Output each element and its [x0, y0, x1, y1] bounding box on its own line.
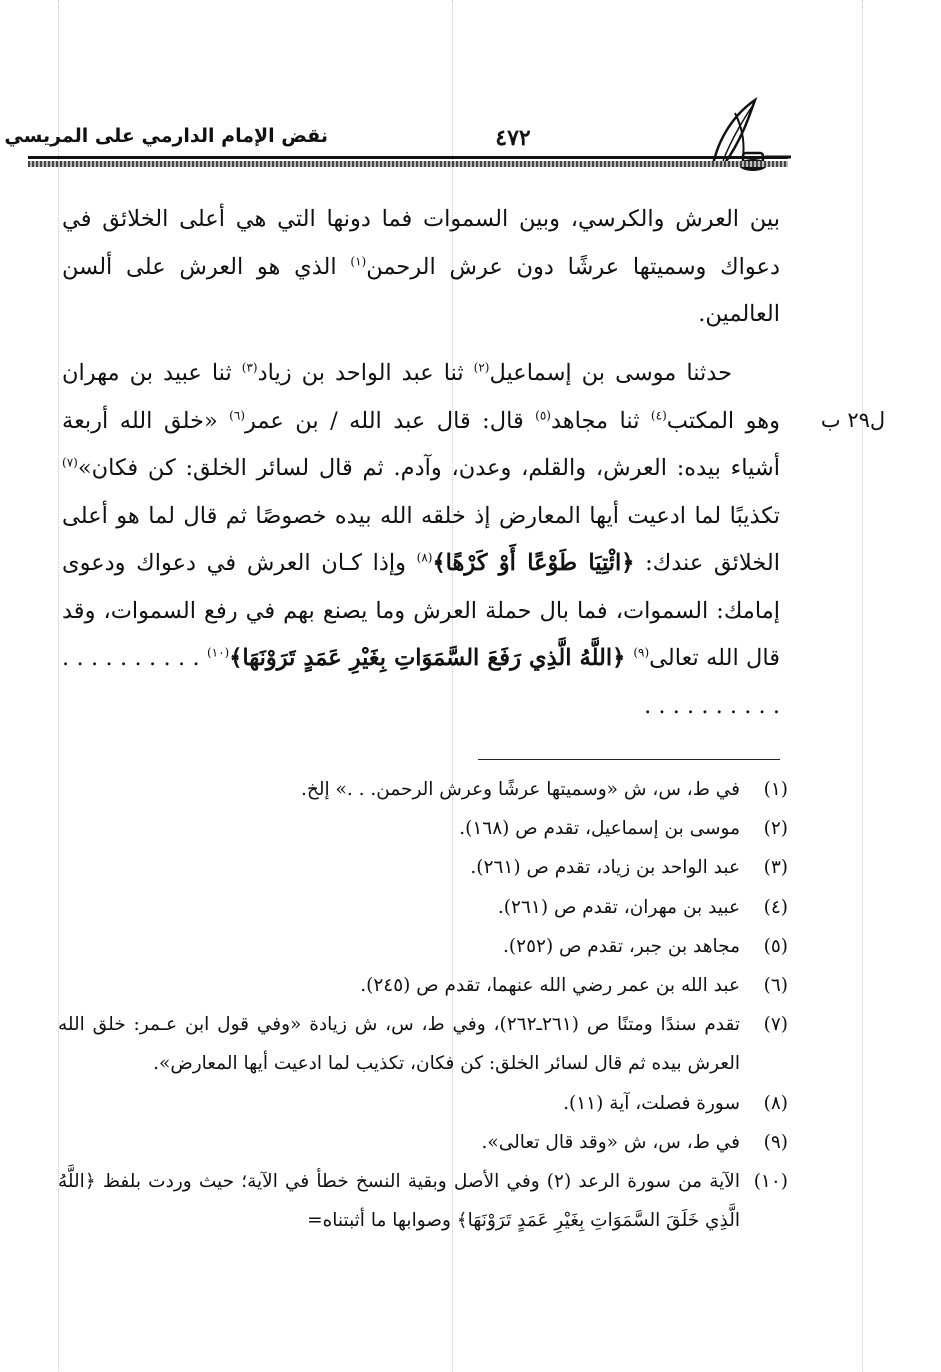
footnote-item: [58, 770, 788, 809]
footnote-text: عبد الواحد بن زياد، تقدم ص (٢٦١).: [470, 857, 740, 879]
footnote-item: [58, 1162, 788, 1240]
footnote-ref: (٧): [62, 455, 78, 470]
para2-text: حدثنا موسى بن إسماعيل: [489, 360, 732, 386]
footnote-number: (٤): [763, 896, 788, 918]
footnote-ref: (٦): [229, 408, 245, 422]
footnote-number: (١): [763, 779, 788, 800]
scan-artifact-line: [862, 0, 863, 1372]
para1-text: بين العرش والكرسي، وبين السموات فما دونها التي هي أعلى الخلائق في دعواك وسميتها عرشًا دون عرش الرحمن: [62, 206, 780, 280]
footnote-number: (١٠): [753, 1171, 788, 1193]
footnote-item: [58, 848, 788, 887]
para2-text: وإذا كـان العرش في دعواك ودعوى إمامك: السموات، فما بال حملة العرش وما يصنع بهم في رفع السموات، وقد قال الله تعالى: [62, 550, 781, 671]
footnote-item: [58, 809, 788, 848]
footnote-text: موسى بن إسماعيل، تقدم ص (١٦٨).: [459, 818, 740, 840]
footnote-text: في ط، س، ش «وسميتها عرشًا وعرش الرحمن. . .» إلخ.: [301, 779, 740, 800]
para2-text: ثنا عبد الواحد بن زياد: [257, 360, 474, 386]
quran-verse: ﴿اللَّهُ الَّذِي رَفَعَ السَّمَوَاتِ بِغَيْرِ عَمَدٍ تَرَوْنَهَا﴾: [229, 645, 634, 671]
footnote-number: (٥): [763, 935, 788, 957]
header-ornament-rule: [28, 161, 788, 167]
footnote-number: (٨): [763, 1092, 788, 1114]
para2-text: قال: قال عبد الله / بن عمر: [245, 407, 536, 434]
footnote-ref: (٥): [535, 408, 551, 422]
footnote-item: [58, 888, 788, 927]
footnote-item: [58, 966, 788, 1005]
footnote-number: (٦): [763, 975, 788, 997]
footnote-number: (٩): [763, 1131, 788, 1153]
footnote-number: (٧): [763, 1014, 788, 1036]
footnote-item: [58, 927, 788, 966]
footnote-text: تقدم سندًا ومتنًا ص (٢٦١ـ٢٦٢)، وفي ط، س، ش زيادة «وفي قول ابن عـمر: خلق الله العرش بيده ثم قال لسائر الخلق: كن فكان، تكذيب لما ادعيت أيها المعارض».: [58, 1014, 740, 1075]
para2-text: تكذيبًا لما ادعيت أيها المعارض إذ خلقه الله بيده خصوصًا ثم قال لما هو أعلى الخلائق عندك:: [62, 502, 780, 576]
footnote-divider: [478, 759, 780, 760]
footnote-ref: (٣): [241, 360, 258, 375]
footnote-ref: (٩): [633, 645, 650, 660]
footnote-ref: (٤): [650, 408, 667, 422]
footnote-ref: (١٠): [206, 645, 230, 660]
header-rule: [28, 156, 788, 159]
footnote-ref: (١): [350, 254, 367, 268]
page-number: ٤٧٢: [495, 125, 531, 151]
para2-text: ثنا عبيد بن مهران وهو المكتب: [62, 360, 780, 434]
para2-dotted-end: . . . . . . . . . . . . . . . . . . . .: [62, 645, 780, 719]
manuscript-folio-note: ل٢٩ ب: [820, 408, 886, 432]
footnotes: [58, 770, 788, 1240]
para2-text: ثنا مجاهد: [550, 407, 651, 434]
footnote-ref: (٨): [416, 550, 433, 565]
footnote-item: [58, 1123, 788, 1162]
footnote-text: عبد الله بن عمر رضي الله عنهما، تقدم ص (٢٤٥).: [360, 975, 740, 997]
footnote-text: عبيد بن مهران، تقدم ص (٢٦١).: [497, 896, 740, 918]
footnote-item: [58, 1084, 788, 1123]
main-paragraph-1: [62, 196, 780, 339]
footnote-text: سورة فصلت، آية (١١).: [563, 1092, 740, 1114]
footnote-number: (٢): [763, 818, 788, 840]
running-title: نقض الإمام الدارمي على المريسي: [4, 125, 328, 147]
footnote-number: (٣): [763, 857, 788, 879]
footnote-text: الآية من سورة الرعد (٢) وفي الأصل وبقية النسخ خطأ في الآية؛ حيث وردت بلفظ ﴿اللَّهُ الَّذِي خَلَقَ السَّمَوَاتِ بِغَيْرِ عَمَدٍ تَرَوْنَهَا﴾ وصوابها ما أثبتناه=: [58, 1171, 740, 1232]
para2-text: «خلق الله أربعة أشياء بيده: العرش، والقلم، وعدن، وآدم. ثم قال لسائر الخلق: كن فكان»: [62, 407, 780, 481]
footnote-text: مجاهد بن جبر، تقدم ص (٢٥٢).: [503, 935, 740, 957]
para1-text-end: الذي هو العرش على ألسن العالمين.: [62, 253, 780, 327]
footnote-text: في ط، س، ش «وقد قال تعالى».: [481, 1131, 740, 1153]
main-paragraph-2: [62, 350, 780, 730]
quran-verse: ﴿ائْتِيَا طَوْعًا أَوْ كَرْهًا﴾: [432, 550, 635, 576]
footnote-item: [58, 1005, 788, 1083]
footnote-ref: (٢): [473, 360, 490, 375]
